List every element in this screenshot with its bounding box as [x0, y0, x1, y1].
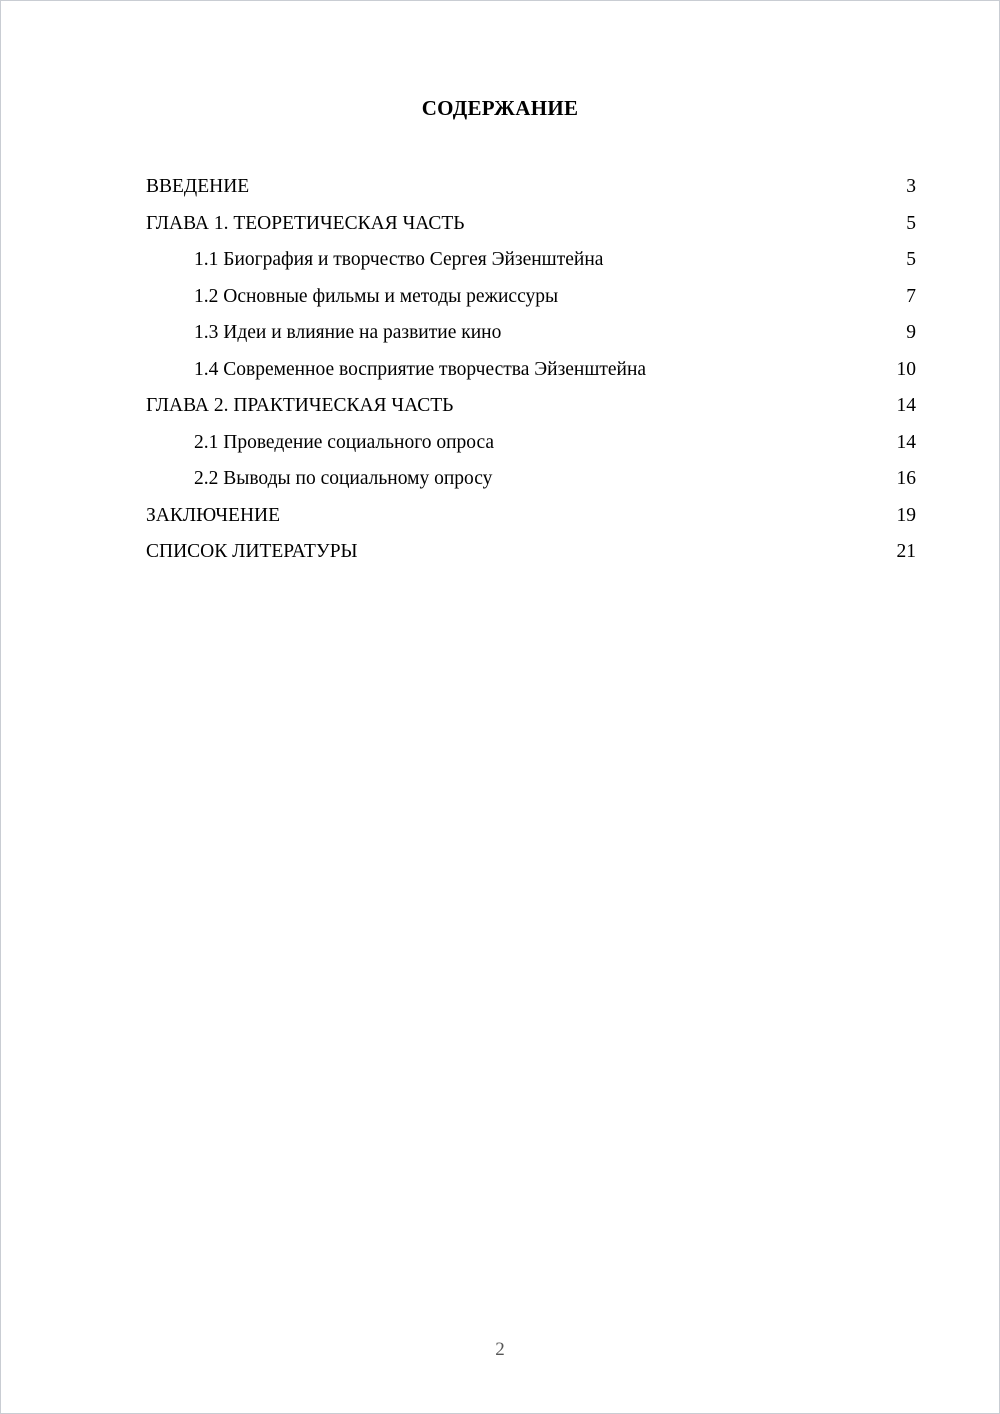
toc-entry: [146, 206, 916, 243]
toc-list: [146, 169, 916, 571]
toc-entry: [146, 461, 916, 498]
page-number: 2: [495, 1339, 505, 1360]
toc-entry: [146, 352, 916, 389]
toc-entry: [146, 279, 916, 316]
toc-entry-label: 2.1 Проведение социального опроса: [194, 431, 495, 453]
toc-entry-page: 3: [906, 176, 916, 197]
toc-entry-page: 19: [896, 504, 916, 526]
toc-entry-label: ВВЕДЕНИЕ: [146, 176, 250, 197]
toc-entry-page: 14: [896, 431, 916, 453]
toc-entry-label: 1.2 Основные фильмы и методы режиссуры: [194, 285, 559, 307]
toc-entry: [146, 425, 916, 462]
toc-entry-label: ГЛАВА 2. ПРАКТИЧЕСКАЯ ЧАСТЬ: [146, 395, 454, 416]
toc-entry-label: 1.1 Биография и творчество Сергея Эйзенштейна: [194, 249, 604, 270]
toc-entry-label: ЗАКЛЮЧЕНИЕ: [146, 504, 281, 526]
document-page: [1, 1, 999, 1413]
toc-entry-page: 14: [896, 395, 916, 416]
toc-entry-page: 5: [906, 249, 916, 270]
toc-entry: [146, 388, 916, 425]
toc-entry-page: 21: [896, 541, 916, 562]
toc-entry-label: ГЛАВА 1. ТЕОРЕТИЧЕСКАЯ ЧАСТЬ: [146, 212, 465, 234]
toc-entry-label: СПИСОК ЛИТЕРАТУРЫ: [146, 541, 358, 562]
toc-entry: [146, 169, 916, 206]
toc-entry: [146, 498, 916, 535]
toc-entry-label: 1.3 Идеи и влияние на развитие кино: [194, 322, 502, 343]
toc-entry-page: 5: [906, 212, 916, 234]
toc-entry-page: 9: [906, 322, 916, 343]
toc-entry-page: 7: [906, 285, 916, 307]
toc-entry: [146, 534, 916, 571]
toc-entry-label: 1.4 Современное восприятие творчества Эйзенштейна: [194, 358, 647, 380]
toc-entry-label: 2.2 Выводы по социальному опросу: [194, 468, 493, 489]
toc-entry-page: 16: [896, 468, 916, 489]
toc-entry-page: 10: [896, 358, 916, 380]
toc-entry: [146, 315, 916, 352]
toc-entry: [146, 242, 916, 279]
page-title: СОДЕРЖАНИЕ: [421, 96, 579, 120]
